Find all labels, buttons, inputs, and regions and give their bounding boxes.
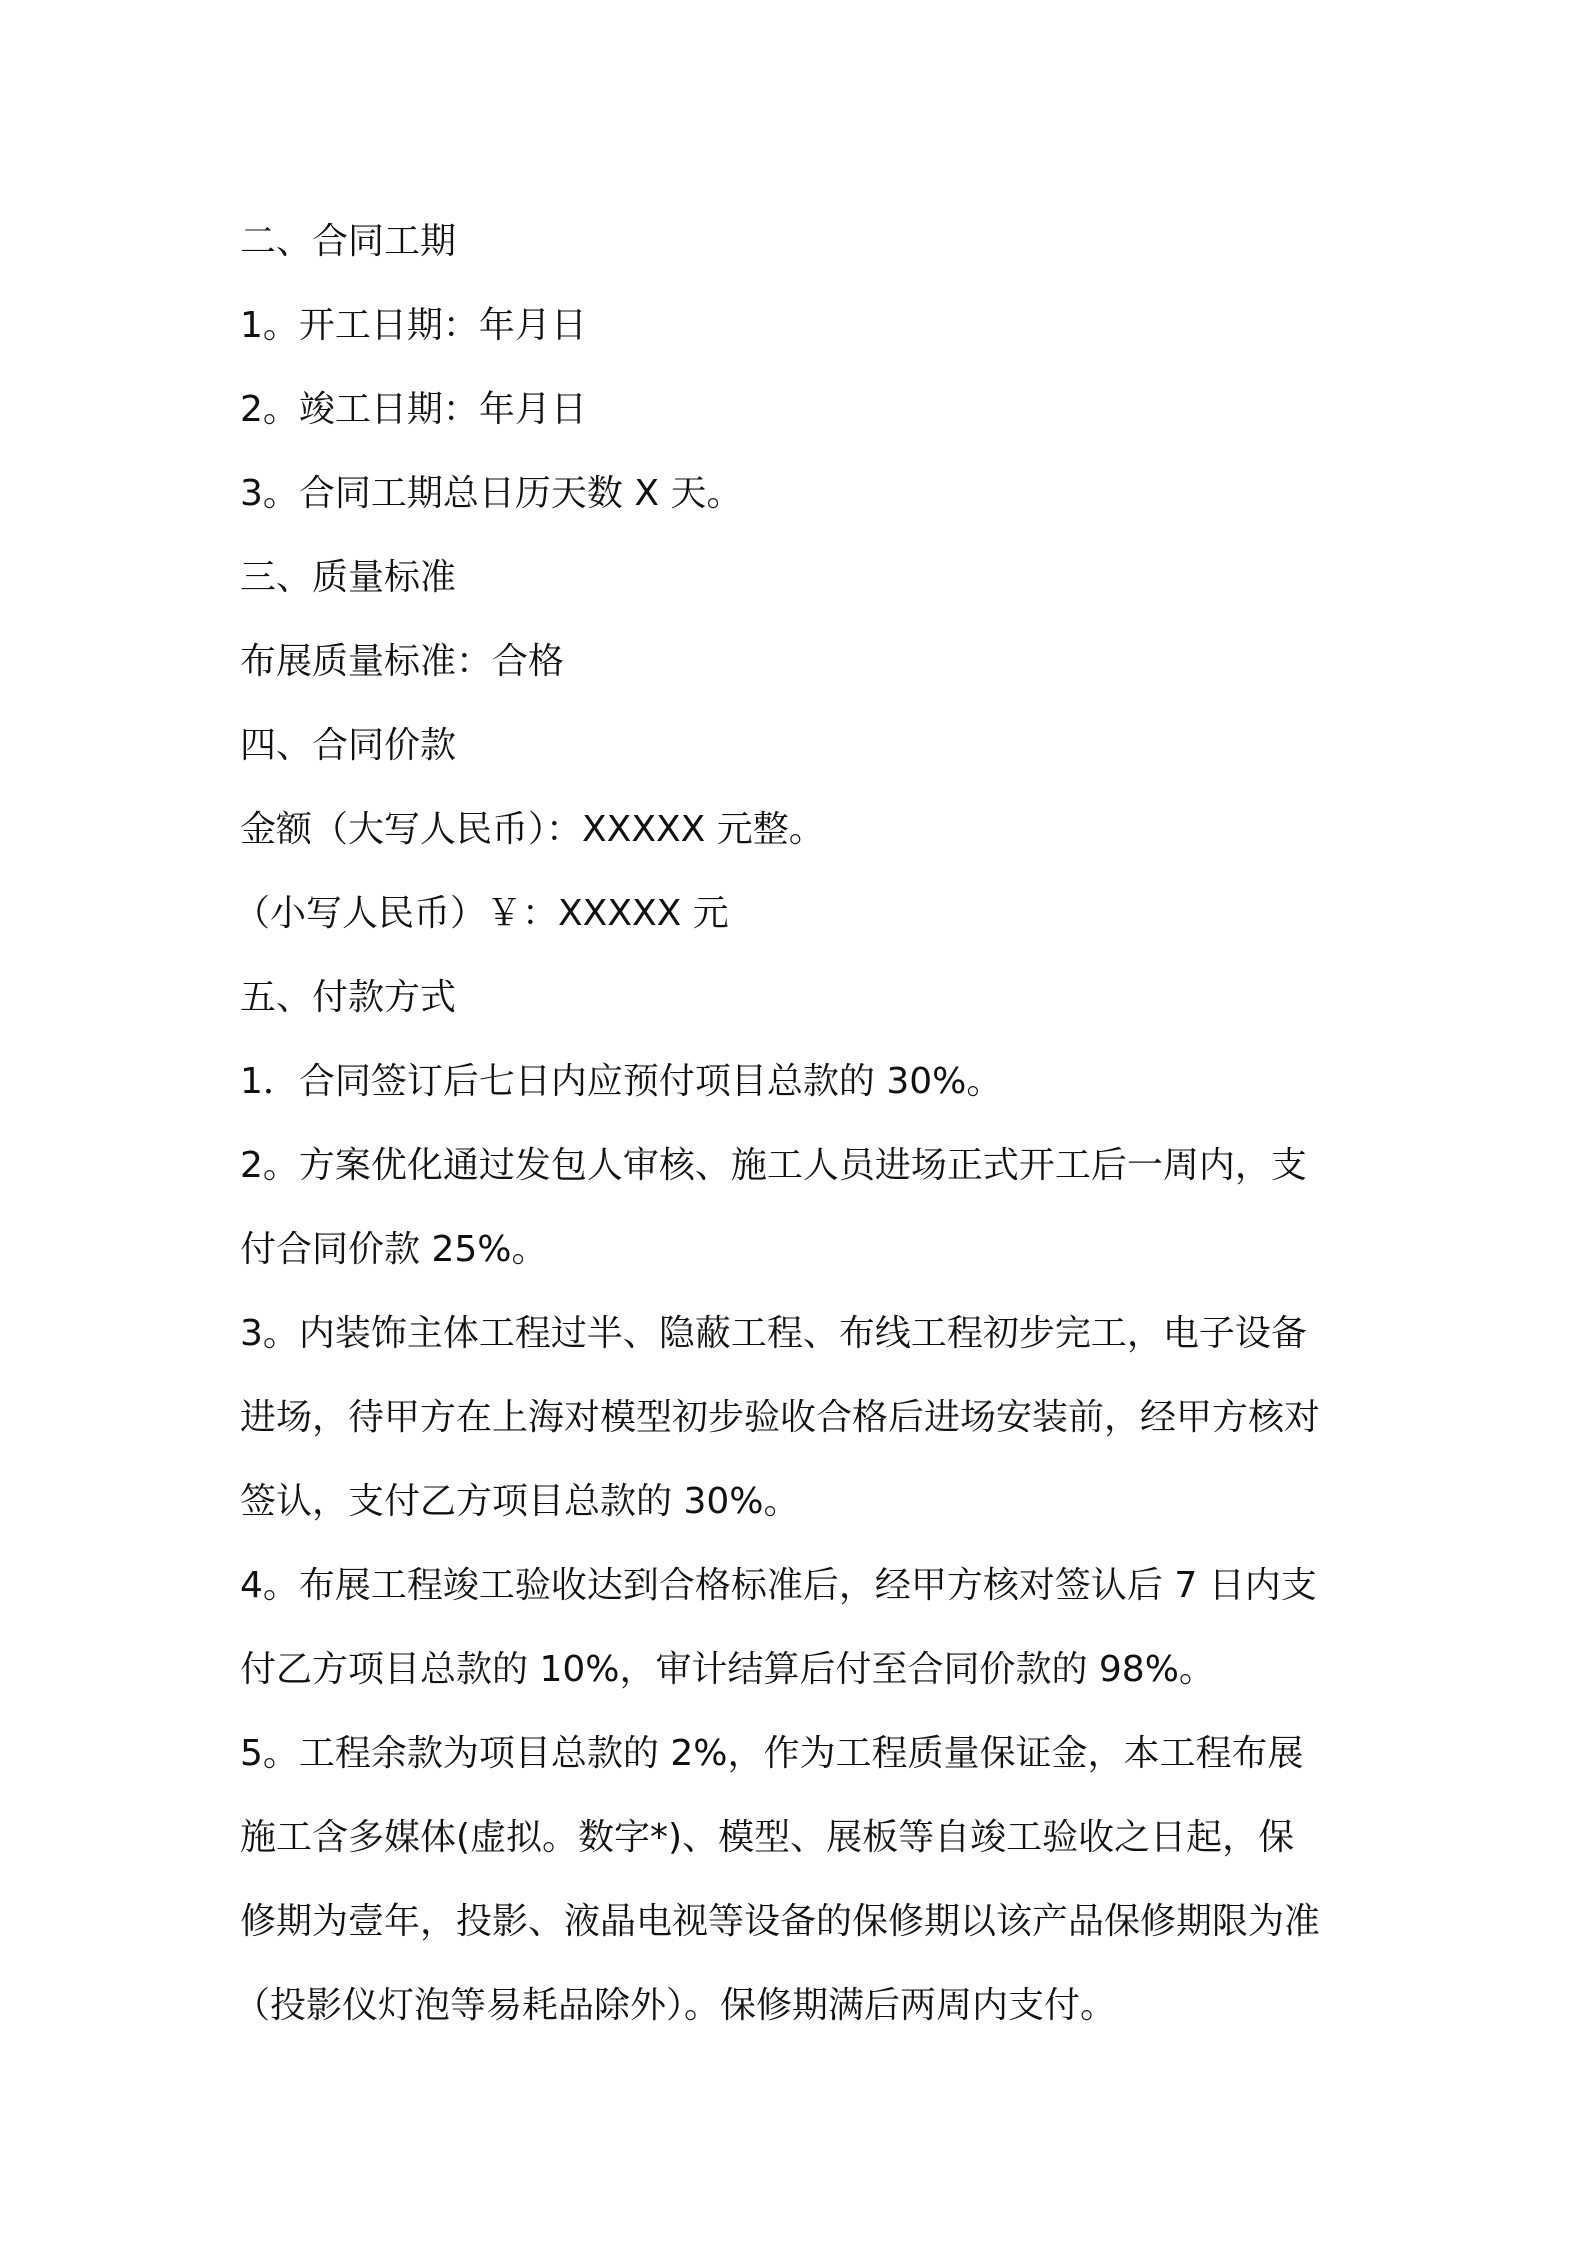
payment-item-4 — [240, 1544, 1360, 1712]
section-contract-price — [234, 704, 1360, 956]
paragraph-line: 金额（大写人民币）：XXXXX 元整。 — [240, 809, 825, 850]
section-heading: 三、质量标准 — [240, 557, 457, 598]
paragraph-line: 1．合同签订后七日内应预付项目总款的 30%。 — [240, 1061, 1003, 1102]
paragraph-line: 施工含多媒体(虚拟。数字*)、模型、展板等自竣工验收之日起，保 — [240, 1817, 1295, 1858]
paragraph-line: 付合同价款 25%。 — [240, 1229, 548, 1270]
paragraph-line: 3。合同工期总日历天数 X 天。 — [240, 473, 743, 514]
paragraph-line: 3。内装饰主体工程过半、隐蔽工程、布线工程初步完工，电子设备 — [240, 1313, 1307, 1354]
paragraph-line: 2。竣工日期：年月日 — [240, 389, 587, 430]
paragraph-line: 签认，支付乙方项目总款的 30%。 — [240, 1481, 800, 1522]
payment-item-5 — [234, 1712, 1360, 2048]
section-heading: 五、付款方式 — [240, 977, 457, 1018]
section-heading: 二、合同工期 — [240, 221, 457, 262]
payment-item-1 — [240, 1040, 1360, 1124]
paragraph-line: （投影仪灯泡等易耗品除外）。保修期满后两周内支付。 — [234, 1985, 1117, 2026]
section-quality-standard — [240, 536, 1360, 704]
paragraph-line: 1。开工日期：年月日 — [240, 305, 587, 346]
paragraph-line: 4。布展工程竣工验收达到合格标准后，经甲方核对签认后 7 日内支 — [240, 1565, 1317, 1606]
paragraph-line: 修期为壹年，投影、液晶电视等设备的保修期以该产品保修期限为准 — [240, 1901, 1321, 1942]
paragraph-line: 布展质量标准：合格 — [240, 641, 565, 682]
paragraph-line: 进场，待甲方在上海对模型初步验收合格后进场安装前，经甲方核对 — [240, 1397, 1321, 1438]
payment-item-3 — [240, 1292, 1360, 1544]
paragraph-line: 2。方案优化通过发包人审核、施工人员进场正式开工后一周内，支 — [240, 1145, 1307, 1186]
paragraph-line: 5。工程余款为项目总款的 2%，作为工程质量保证金，本工程布展 — [240, 1733, 1304, 1774]
payment-item-2 — [240, 1124, 1360, 1292]
section-payment-method — [234, 956, 1360, 2048]
section-heading: 四、合同价款 — [240, 725, 457, 766]
paragraph-line: （小写人民币）￥：XXXXX 元 — [234, 893, 729, 934]
section-contract-period — [240, 200, 1360, 536]
document-body — [234, 200, 1360, 2048]
paragraph-line: 付乙方项目总款的 10%，审计结算后付至合同价款的 98%。 — [240, 1649, 1215, 1690]
